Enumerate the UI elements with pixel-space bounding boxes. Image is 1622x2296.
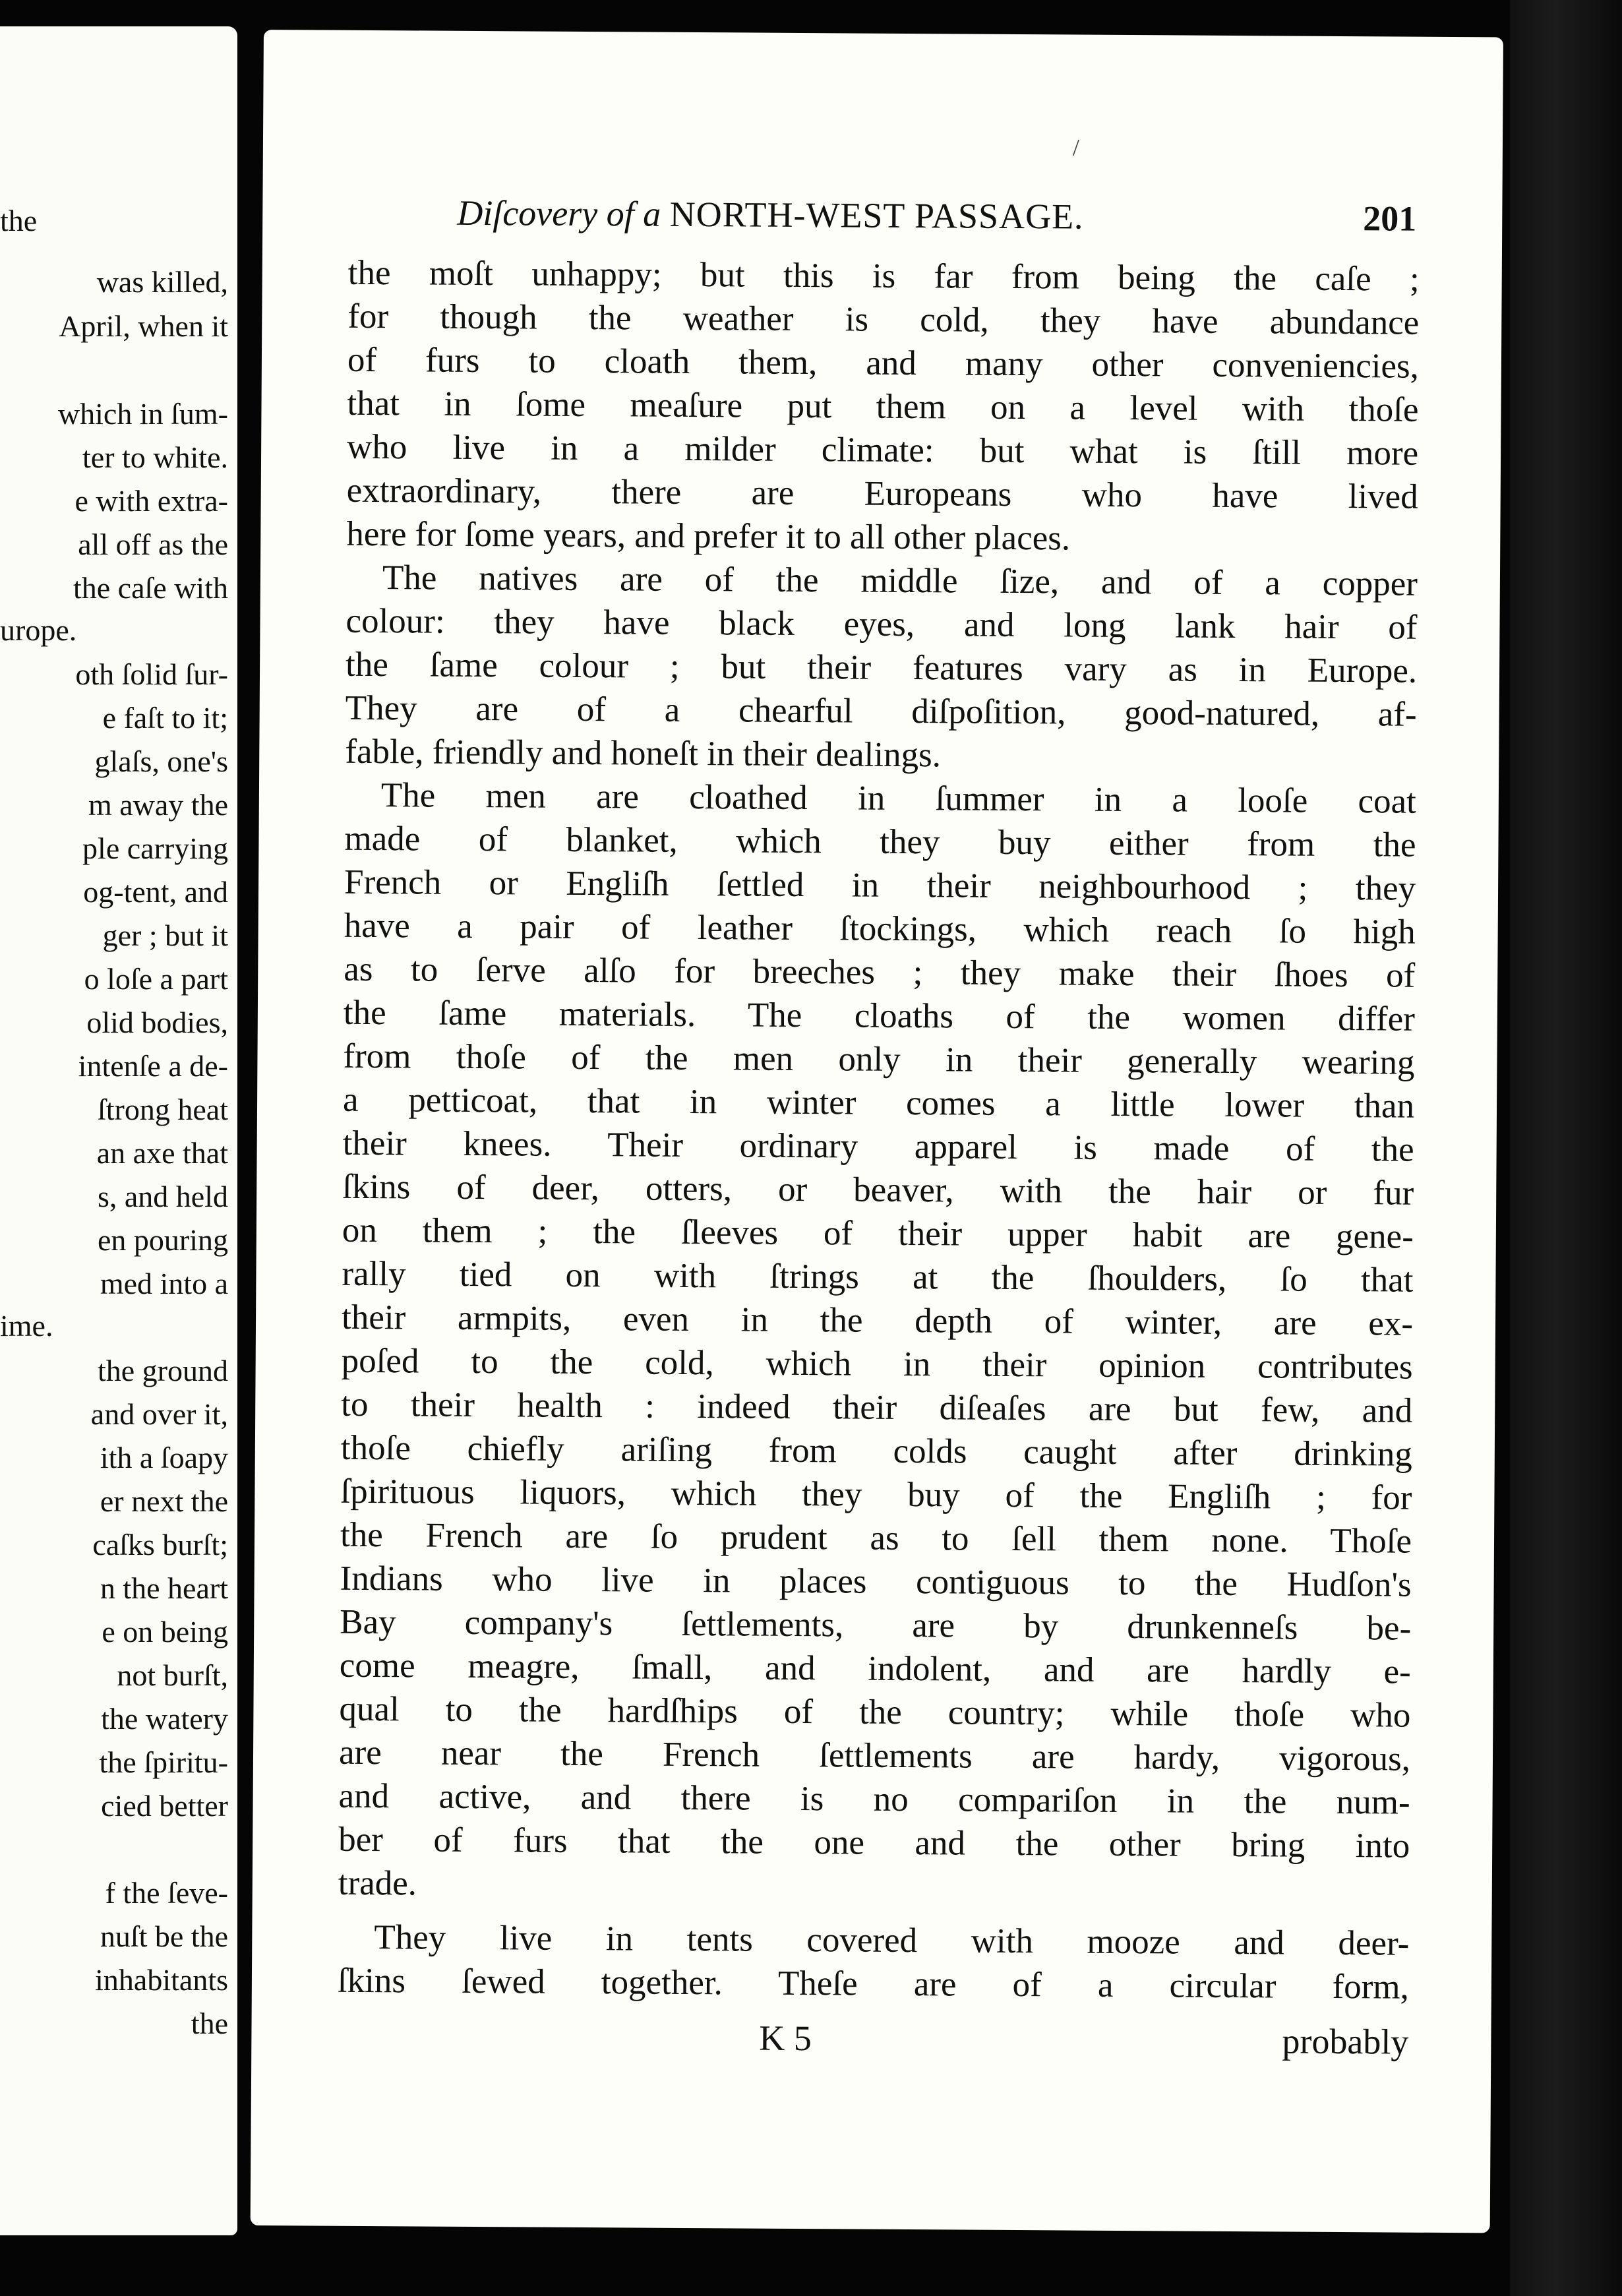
text-line: of furs to cloath them, and many other conveniencies, xyxy=(347,340,1420,386)
left-page-line: an axe that xyxy=(96,1136,228,1170)
text-line: to their health : indeed their diſeaſes are but few, and xyxy=(341,1385,1413,1430)
left-page-line: the xyxy=(0,204,38,237)
text-line: qual to the hardſhips of the country; while thoſe who xyxy=(339,1689,1411,1735)
left-page-line: nuſt be the xyxy=(100,1919,228,1953)
running-head-title xyxy=(457,193,1084,237)
running-head-italic: Diſcovery of a xyxy=(457,193,661,234)
left-page-line: e faſt to it; xyxy=(102,701,228,735)
left-page-line: the ſpiritu- xyxy=(99,1745,228,1779)
text-line: the ſame colour ; but their features vary as in Europe. xyxy=(345,645,1418,690)
text-line: They live in tents covered with mooze and deer- xyxy=(374,1918,1410,1963)
left-page-line: intenſe a de- xyxy=(78,1049,228,1083)
left-page-line: m away the xyxy=(88,788,228,822)
left-page-line: April, when it xyxy=(59,309,228,343)
text-line: a petticoat, that in winter comes a little lower than xyxy=(342,1080,1415,1126)
left-page-line: n the heart xyxy=(100,1571,228,1605)
left-page-line: olid bodies, xyxy=(86,1006,228,1039)
ink-speck: / xyxy=(1072,134,1080,161)
left-page-line: e with extra- xyxy=(75,484,228,518)
catchword: probably xyxy=(1282,2021,1409,2062)
text-line: ſpirituous liquors, which they buy of the Engliſh ; for xyxy=(340,1472,1412,1517)
text-line: the French are ſo prudent as to ſell them none. Thoſe xyxy=(340,1515,1412,1561)
page-footer xyxy=(337,2015,1408,2068)
text-line: thoſe chiefly ariſing from colds caught after drinking xyxy=(340,1428,1413,1474)
left-page-line: the caſe with xyxy=(73,571,228,605)
text-line: rally tied on with ſtrings at the ſhoulders, ſo that xyxy=(342,1254,1414,1300)
left-page-line: glaſs, one's xyxy=(94,744,228,778)
text-line: made of blanket, which they buy either from the xyxy=(344,819,1416,864)
left-page-line: cied better xyxy=(101,1789,228,1823)
left-page-line: med into a xyxy=(100,1267,228,1300)
text-line: Indians who live in places contiguous to the Hudſon's xyxy=(340,1559,1412,1604)
text-line: for though the weather is cold, they have abundance xyxy=(347,297,1420,342)
left-page-line: which in ſum- xyxy=(57,397,228,431)
text-line: They are of a chearful diſpoſition, good-natured, af- xyxy=(345,688,1417,734)
running-head xyxy=(457,193,1416,245)
text-line: the moſt unhappy; but this is far from being the caſe ; xyxy=(347,253,1420,299)
left-page-line: ger ; but it xyxy=(102,919,228,952)
left-page-line: urope. xyxy=(0,613,77,647)
left-page-line: ter to white. xyxy=(82,440,228,474)
left-page-line: s, and held xyxy=(97,1180,228,1213)
book-page-201 xyxy=(251,30,1503,2233)
text-line: ſkins of deer, otters, or beaver, with the hair or fur xyxy=(342,1167,1414,1213)
left-page-line: o loſe a part xyxy=(84,962,228,996)
signature-mark: K 5 xyxy=(759,2018,812,2059)
left-page-line: e on being xyxy=(102,1615,228,1648)
text-line: The natives are of the middle ſize, and of a copper xyxy=(382,559,1418,603)
left-page-line: the xyxy=(191,2007,228,2040)
text-line: The men are cloathed in ſummer in a looſe coat xyxy=(380,776,1417,821)
book-binding-edge xyxy=(1510,0,1622,2296)
left-page-line: ſtrong heat xyxy=(98,1093,228,1126)
text-line: and active, and there is no compariſon in the num- xyxy=(338,1776,1410,1822)
page-number: 201 xyxy=(1363,198,1417,239)
left-page-line: f the ſeve- xyxy=(105,1876,228,1910)
text-line: trade. xyxy=(338,1863,417,1903)
running-head-caps: NORTH-WEST PASSAGE. xyxy=(669,194,1084,237)
left-page-line: inhabitants xyxy=(95,1963,228,1997)
text-line: that in ſome meaſure put them on a level with thoſe xyxy=(347,384,1419,429)
text-line: ſkins ſewed together. Theſe are of a circular form, xyxy=(337,1961,1410,2007)
left-page-line: was killed, xyxy=(96,265,228,299)
left-page-line: caſks burſt; xyxy=(92,1528,228,1561)
text-line: on them ; the ſleeves of their upper habit are gene- xyxy=(342,1211,1414,1256)
text-line: colour: they have black eyes, and long lank hair of xyxy=(345,601,1418,647)
left-page-line: og-tent, and xyxy=(83,875,228,909)
text-line: Bay company's ſettlements, are by drunkenneſs be- xyxy=(340,1602,1412,1648)
left-page-line: ime. xyxy=(0,1309,53,1343)
left-page-line: all off as the xyxy=(78,528,228,561)
left-page-line: en pouring xyxy=(97,1223,228,1257)
text-line: their armpits, even in the depth of winter, are ex- xyxy=(341,1298,1414,1343)
left-page-line: and over it, xyxy=(90,1397,228,1431)
left-page-line: the watery xyxy=(101,1702,228,1736)
text-line: here for ſome years, and prefer it to all other places. xyxy=(346,514,1071,558)
left-page-line: er next the xyxy=(100,1484,228,1518)
text-line: ber of furs that the one and the other bring into xyxy=(338,1820,1410,1865)
left-page-line: oth ſolid ſur- xyxy=(75,657,228,691)
left-page-line: the ground xyxy=(97,1354,228,1387)
text-line: as to ſerve alſo for breeches ; they make their ſhoes of xyxy=(344,950,1416,995)
text-line: have a pair of leather ſtockings, which reach ſo high xyxy=(344,906,1416,952)
left-page-line: not burſt, xyxy=(117,1658,228,1692)
text-line: come meagre, ſmall, and indolent, and are hardly e- xyxy=(339,1646,1411,1691)
previous-page-fragment xyxy=(0,26,237,2235)
text-line: are near the French ſettlements are hardy, vigorous, xyxy=(338,1733,1411,1778)
text-line: their knees. Their ordinary apparel is made of the xyxy=(342,1124,1414,1169)
text-line: the ſame materials. The cloaths of the women differ xyxy=(343,993,1416,1039)
body-text xyxy=(338,251,1420,2009)
text-line: fable, friendly and honeſt in their dealings. xyxy=(345,732,942,775)
text-line: from thoſe of the men only in their generally wearing xyxy=(343,1037,1415,1082)
left-page-line: ple carrying xyxy=(82,831,228,865)
text-line: poſed to the cold, which in their opinion contributes xyxy=(341,1341,1413,1387)
text-line: who live in a milder climate: but what is ſtill more xyxy=(346,427,1419,473)
text-line: French or Engliſh ſettled in their neighbourhood ; they xyxy=(344,862,1416,908)
text-line: extraordinary, there are Europeans who have lived xyxy=(346,471,1418,516)
left-page-line: ith a ſoapy xyxy=(100,1441,228,1474)
